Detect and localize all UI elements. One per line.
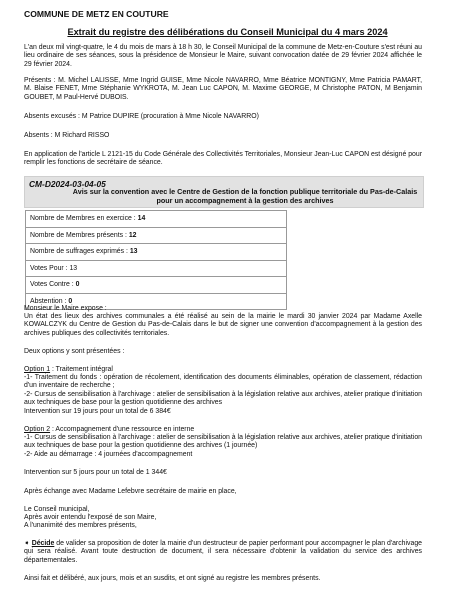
council-unanimity-line: A l'unanimité des membres présents, <box>24 522 137 529</box>
option2-step1: -1- Cursus de sensibilisation à l'archivage : atelier de sensibilisation à la législation relative aux archives, atelier pratique d'initiation aux techniques de base pour la gestion quotidienne des archives (1 journée) <box>24 434 422 450</box>
bullet-icon: ➧ <box>24 540 32 547</box>
expose-paragraph: Un état des lieux des archives communales a été réalisé au sein de la mairie le mardi 30 janvier 2024 par Madame Axelle KOWALCZYK du Centre de Gestion du Pas-de-Calais dans le but de signer une convention d'accompagnement à la gestion des archives publiques des collectivités territoriales. <box>24 313 422 337</box>
table-row <box>26 244 287 261</box>
count-label: Votes Pour : <box>30 264 70 272</box>
option2-title: Option 2 : Accompagnement d'une ressource en interne <box>24 426 195 433</box>
option2-step2: -2- Aide au démarrage : 4 journées d'accompagnement <box>24 451 193 458</box>
count-value: 12 <box>128 231 137 239</box>
count-label: Nombre de Membres en exercice : <box>30 215 138 223</box>
count-label: Votes Contre : <box>30 281 76 289</box>
expose-label: Monsieur le Maire expose : <box>24 305 107 312</box>
count-label: Nombre de Membres présents : <box>30 231 129 239</box>
table-row <box>26 227 287 244</box>
count-value: 14 <box>137 215 146 223</box>
table-row <box>26 260 287 277</box>
option2-total: Intervention sur 5 jours pour un total de 1 344€ <box>24 469 167 476</box>
commune-name: COMMUNE DE METZ EN COUTURE <box>24 9 169 19</box>
closing-line: Ainsi fait et délibéré, aux jours, mois et an susdits, et ont signé au registre les membres présents. <box>24 575 321 582</box>
count-value: 13 <box>129 248 138 256</box>
after-exchange-line: Après échange avec Madame Lefebvre secrétaire de mairie en place, <box>24 488 237 495</box>
deliberation-code: CM-D2024-03-04-05 <box>29 179 106 189</box>
intro-paragraph: L'an deux mil vingt-quatre, le 4 du mois de mars à 18 h 30, le Conseil Municipal de la commune de Metz-en-Couture s'est réuni au lieu ordinaire de ses séances, sous la présidence de Monsieur le Maire, suivant convocation datée de 29 février 2024 affichée le 29 février 2024. <box>24 44 422 68</box>
option1-step2: -2- Cursus de sensibilisation à l'archivage : atelier de sensibilisation à la législation relative aux archives, atelier pratique d'initiation aux techniques de base pour la gestion quotidienne des archives <box>24 391 422 407</box>
document-title: Extrait du registre des délibérations du Conseil Municipal du 4 mars 2024 <box>67 27 388 37</box>
table-row <box>26 211 287 228</box>
deliberation-header-box <box>24 176 424 208</box>
option1-total: Intervention sur 19 jours pour un total de 6 384€ <box>24 408 171 415</box>
council-heard-line: Après avoir entendu l'exposé de son Maire, <box>24 514 157 521</box>
secretary-paragraph: En application de l'article L 2121-15 du Code Générale des Collectivités Territoriales, Monsieur Jean-Luc CAPON est désigné pour remplir les fonctions de secrétaire de séance. <box>24 151 422 167</box>
excuses-line: Absents excusés : M Patrice DUPIRE (procuration à Mme Nicole NAVARRO) <box>24 113 259 120</box>
council-line: Le Conseil municipal, <box>24 506 90 513</box>
count-value: 0 <box>68 297 73 305</box>
deliberation-subject: Avis sur la convention avec le Centre de Gestion de la fonction publique territoriale du Pas-de-Calais pour un accompagnement à la gestion des archives <box>72 187 418 205</box>
count-label: Abstention : <box>30 297 69 305</box>
table-row <box>26 277 287 294</box>
absents-line: Absents : M Richard RISSO <box>24 132 110 139</box>
count-value: 0 <box>75 281 80 289</box>
option1-step1: -1- Traitement du fonds : opération de récolement, identification des documents éliminables, opération de classement, rédaction d'un inventaire de recherche ; <box>24 374 422 390</box>
vote-counts-table <box>25 210 287 310</box>
presents-paragraph: Présents : M. Michel LALISSE, Mme Ingrid GUISE, Mme Nicole NAVARRO, Mme Béatrice MONTIGNY, Mme Patricia PAMART, M. Blaise FENET, Mme Stéphanie WYKROTA, M. Jean Luc CAPON, M. Maxime GEORGE, M Christophe PATON, M Benjamin GOUBET, M Paul-Hervé DUBOIS. <box>24 77 422 101</box>
count-label: Nombre de suffrages exprimés : <box>30 248 130 256</box>
decision-paragraph: ➧ Décide de valider sa proposition de doter la mairie d'un destructeur de papier performant pour accompagner le plan d'archivage qui sera réalisé. Avant toute destruction de document, il sera nécessaire d'obtenir la validation du service des archives départementales. <box>24 540 422 564</box>
option1-title: Option 1 : Traitement intégral <box>24 366 113 373</box>
options-intro: Deux options y sont présentées : <box>24 348 125 355</box>
count-value: 13 <box>69 264 78 272</box>
